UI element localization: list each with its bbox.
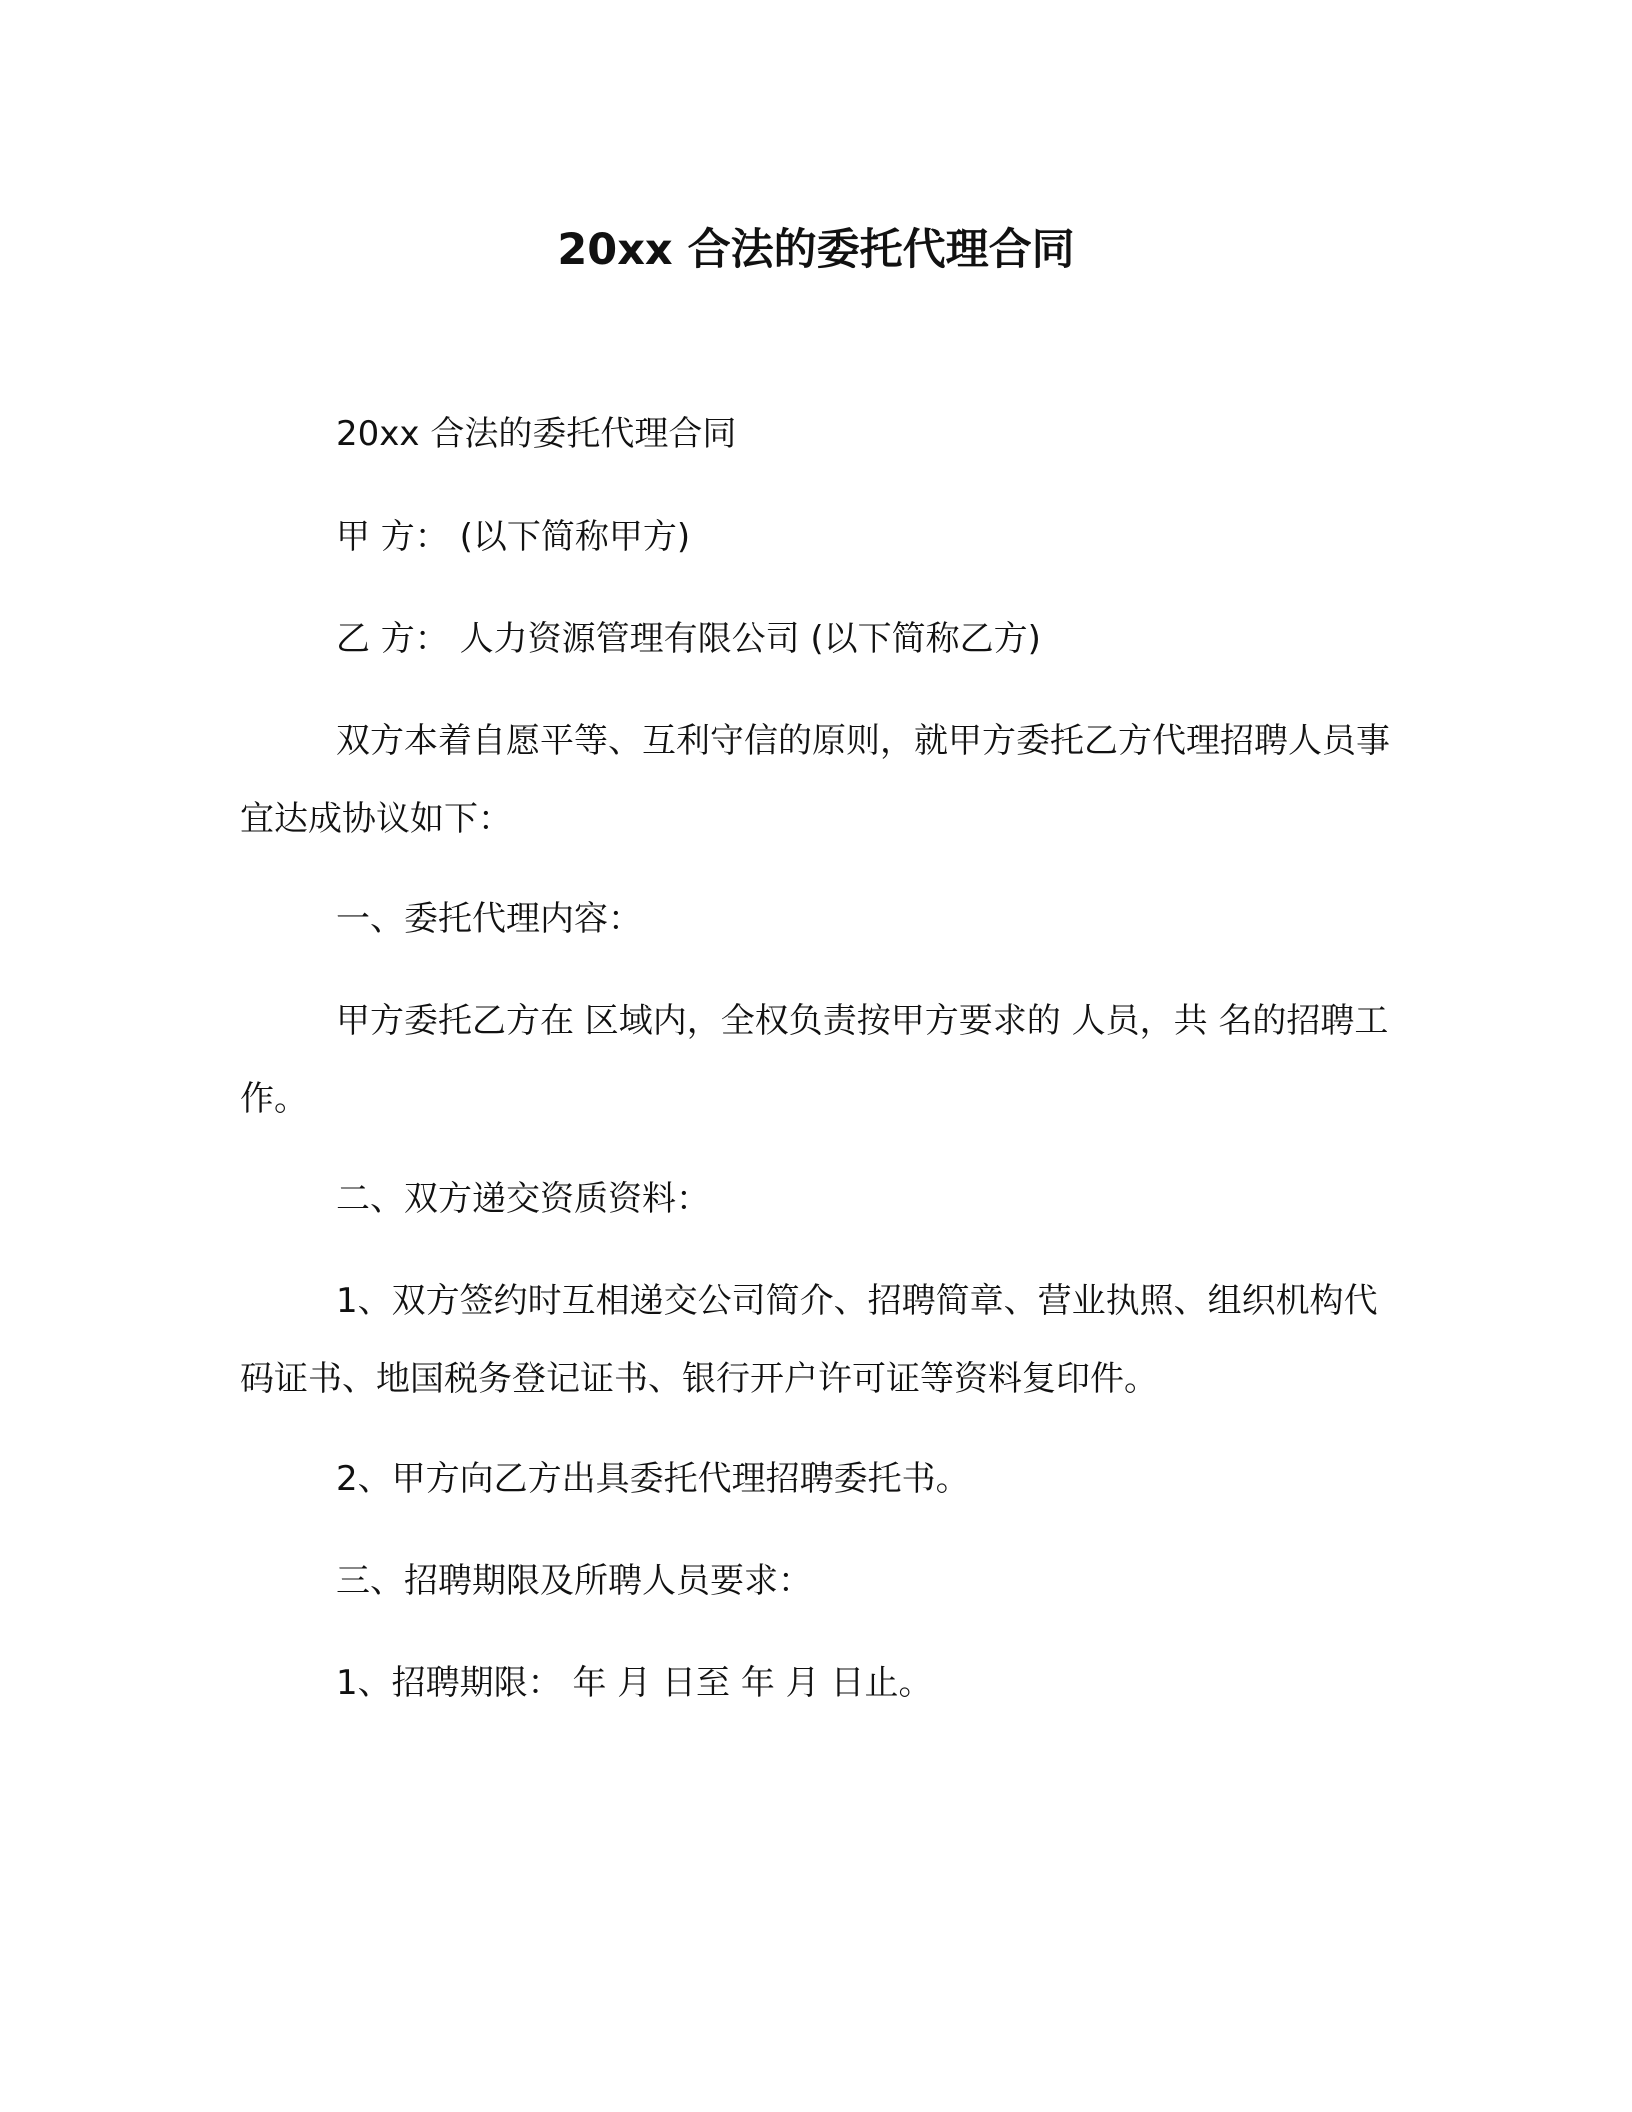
paragraph-heading-repeat: 20xx 合法的委托代理合同: [336, 414, 737, 454]
section-heading-3: 三、招聘期限及所聘人员要求：: [336, 1561, 812, 1601]
paragraph-party-b: 乙 方： 人力资源管理有限公司 (以下简称乙方): [336, 619, 1041, 659]
paragraph-section-3-item-1: 1、招聘期限： 年 月 日至 年 月 日止。: [336, 1663, 933, 1703]
document-title: 20xx 合法的委托代理合同: [557, 225, 1075, 275]
paragraph-party-a: 甲 方： (以下简称甲方): [336, 517, 691, 557]
section-heading-2: 二、双方递交资质资料：: [336, 1179, 710, 1219]
paragraph-section-2-item-1: 1、双方签约时互相递交公司简介、招聘简章、营业执照、组织机构代码证书、地国税务登记证书、银行开户许可证等资料复印件。: [240, 1281, 1378, 1399]
paragraph-preamble: 双方本着自愿平等、互利守信的原则，就甲方委托乙方代理招聘人员事宜达成协议如下：: [240, 721, 1390, 839]
paragraph-section-1: 甲方委托乙方在 区域内，全权负责按甲方要求的 人员，共 名的招聘工作。: [240, 1001, 1389, 1119]
section-heading-1: 一、委托代理内容：: [336, 899, 642, 939]
paragraph-section-2-item-2: 2、甲方向乙方出具委托代理招聘委托书。: [336, 1459, 970, 1499]
